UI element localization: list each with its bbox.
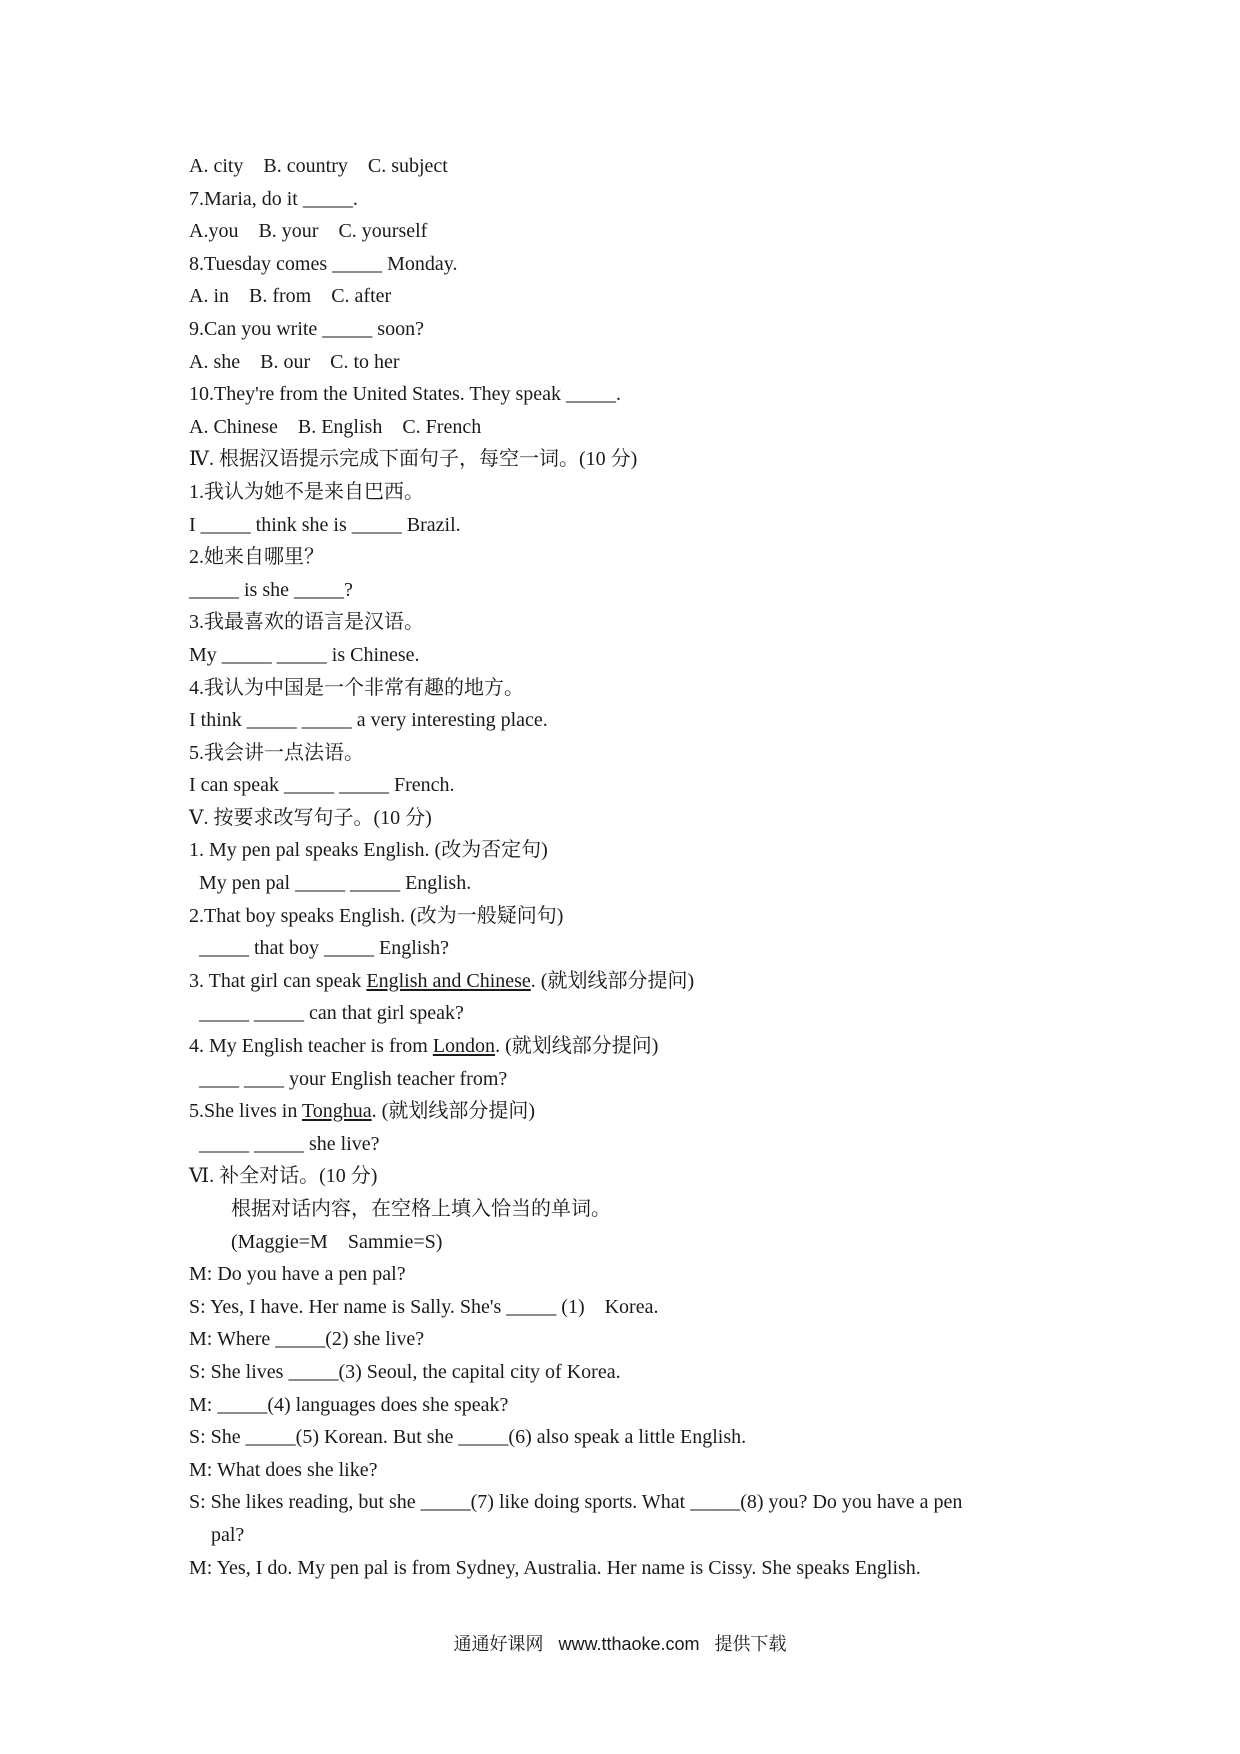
text-line: ____ ____ your English teacher from? xyxy=(199,1067,508,1090)
text-line: I _____ think she is _____ Brazil. xyxy=(189,513,461,536)
underlined-phrase: English and Chinese xyxy=(366,969,531,992)
text-line: Ⅳ. 根据汉语提示完成下面句子，每空一词。(10 分) xyxy=(189,448,638,471)
text-line: 7.Maria, do it _____. xyxy=(189,187,358,210)
text-line: A.you B. your C. yourself xyxy=(189,220,428,243)
text-line: 3.我最喜欢的语言是汉语。 xyxy=(189,611,424,634)
text-line: S: She lives _____(3) Seoul, the capital city of Korea. xyxy=(189,1360,621,1383)
text-line: 1. My pen pal speaks English. (改为否定句) xyxy=(189,839,548,862)
text-line: _____ _____ can that girl speak? xyxy=(199,1002,464,1025)
text-line: A. in B. from C. after xyxy=(189,285,392,308)
text-line: 10.They're from the United States. They speak _____. xyxy=(189,383,622,406)
text-line: 5.She lives in Tonghua. (就划线部分提问) xyxy=(189,1100,535,1123)
underlined-phrase: Tonghua xyxy=(301,1100,372,1123)
text-line: 5.我会讲一点法语。 xyxy=(189,741,364,764)
text-line: S: She _____(5) Korean. But she _____(6) also speak a little English. xyxy=(189,1426,747,1449)
text-line: S: She likes reading, but she _____(7) like doing sports. What _____(8) you? Do you have a pen xyxy=(189,1491,963,1514)
text-line: A. city B. country C. subject xyxy=(189,155,448,177)
text-line: My _____ _____ is Chinese. xyxy=(189,643,420,666)
text-line: I think _____ _____ a very interesting place. xyxy=(189,709,548,732)
text-line: A. she B. our C. to her xyxy=(189,350,400,373)
text-line: _____ is she _____? xyxy=(189,578,353,601)
text-line: _____ that boy _____ English? xyxy=(199,937,449,960)
text-line: 4. My English teacher is from London. (就划线部分提问) xyxy=(189,1035,659,1058)
text-line: I can speak _____ _____ French. xyxy=(189,774,455,797)
text-line: 根据对话内容，在空格上填入恰当的单词。 xyxy=(231,1198,611,1220)
text-line: Ⅵ. 补全对话。(10 分) xyxy=(189,1165,378,1188)
text-line: M: _____(4) languages does she speak? xyxy=(189,1393,509,1416)
text-line: M: What does she like? xyxy=(189,1458,378,1481)
document-body xyxy=(189,150,1089,1584)
text-line: M: Yes, I do. My pen pal is from Sydney, Australia. Her name is Cissy. She speaks English. xyxy=(189,1556,921,1579)
text-line: 2.她来自哪里？ xyxy=(189,546,324,569)
text-line: 9.Can you write _____ soon? xyxy=(189,317,424,340)
underlined-phrase: London xyxy=(432,1035,496,1058)
text-line: A. Chinese B. English C. French xyxy=(189,415,482,438)
text-line: 4.我认为中国是一个非常有趣的地方。 xyxy=(189,676,524,699)
text-line: 8.Tuesday comes _____ Monday. xyxy=(189,252,458,275)
text-line: pal? xyxy=(211,1523,245,1546)
text-line: (Maggie=M Sammie=S) xyxy=(231,1230,443,1253)
text-line: _____ _____ she live? xyxy=(199,1132,380,1155)
text-line: M: Do you have a pen pal? xyxy=(189,1263,406,1286)
text-line: S: Yes, I have. Her name is Sally. She's _____ (1) Korea. xyxy=(189,1295,659,1318)
text-line: Ⅴ. 按要求改写句子。(10 分) xyxy=(189,806,432,829)
text-line: 3. That girl can speak English and Chinese. (就划线部分提问) xyxy=(189,969,695,992)
text-line: 1.我认为她不是来自巴西。 xyxy=(189,480,424,503)
page-footer: 通通好课网 www.tthaoke.com 提供下载 xyxy=(453,1634,787,1654)
text-line: M: Where _____(2) she live? xyxy=(189,1328,425,1351)
text-line: My pen pal _____ _____ English. xyxy=(199,872,472,895)
text-line: 2.That boy speaks English. (改为一般疑问句) xyxy=(189,904,564,927)
